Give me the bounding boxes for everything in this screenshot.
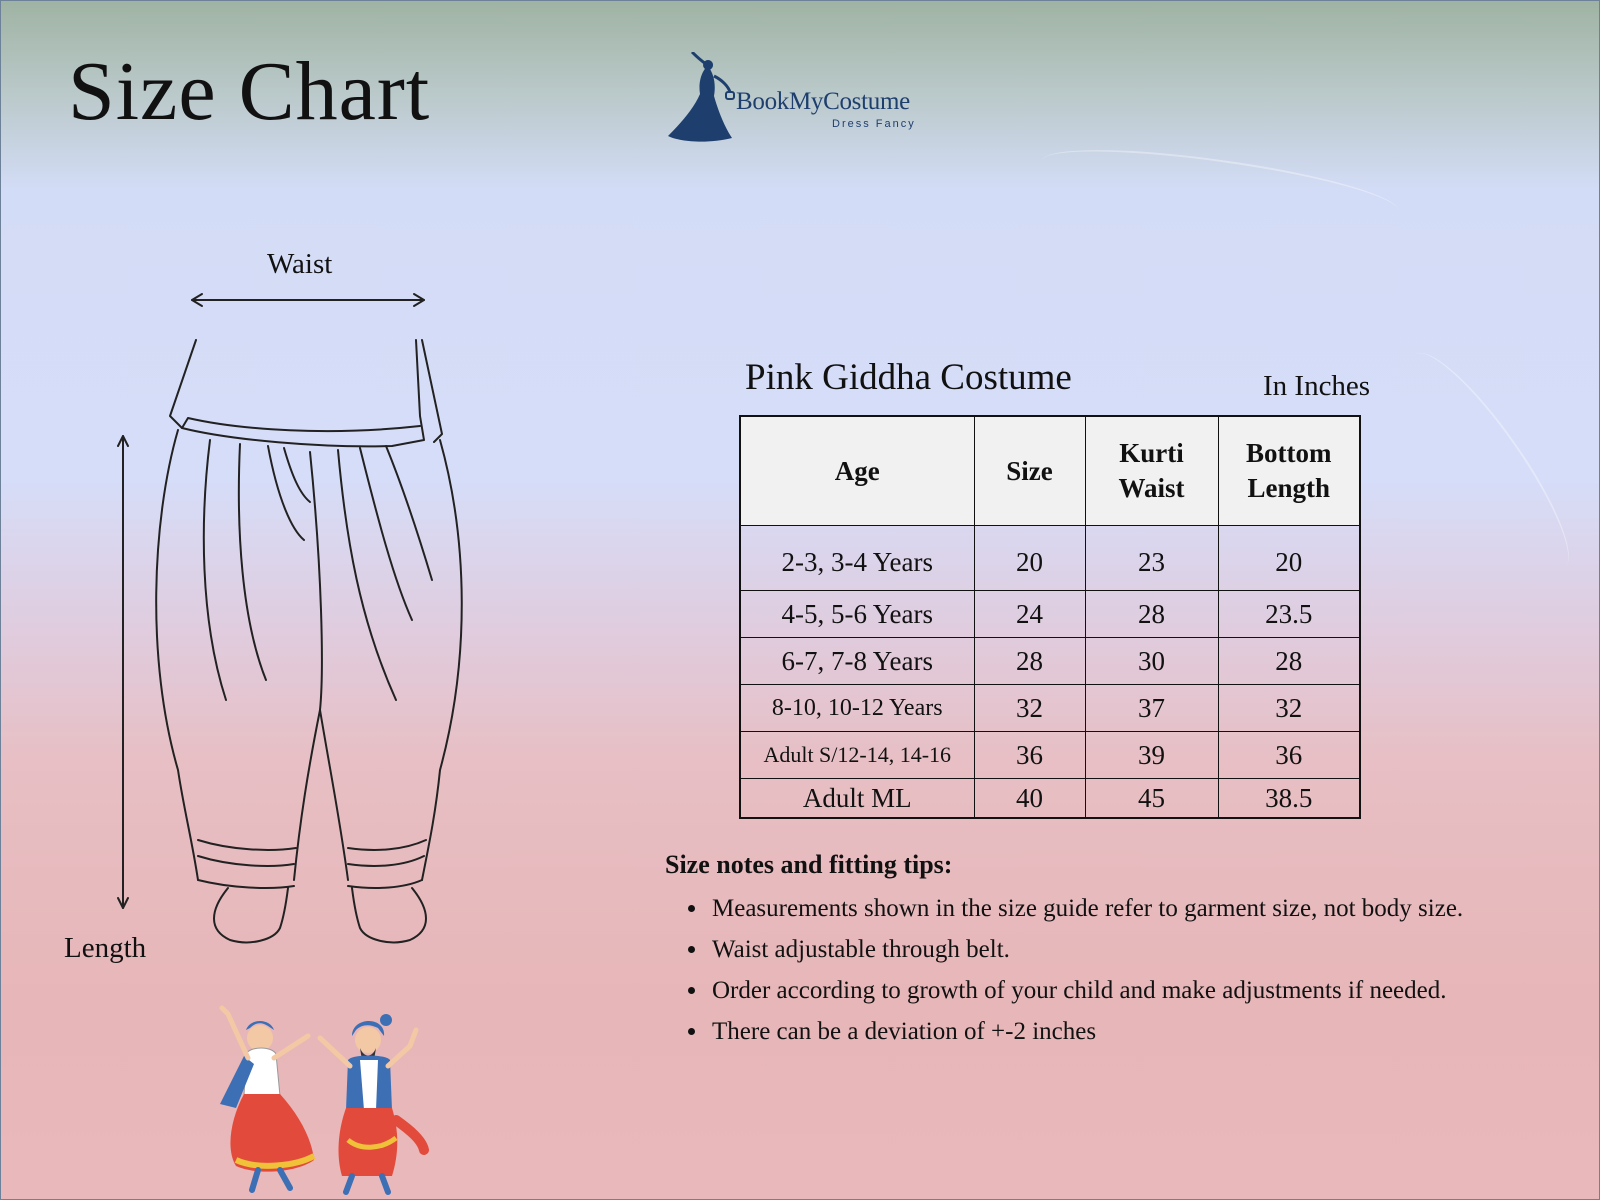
cell-bottom-length: 20	[1218, 526, 1360, 591]
header-size: Size	[974, 416, 1085, 526]
cell-age: 4-5, 5-6 Years	[740, 591, 974, 638]
cell-size: 20	[974, 526, 1085, 591]
cell-kurti-waist: 28	[1085, 591, 1218, 638]
cell-age: 2-3, 3-4 Years	[740, 526, 974, 591]
waist-label: Waist	[267, 248, 333, 280]
notes-title: Size notes and fitting tips:	[665, 850, 953, 879]
fitting-notes	[665, 850, 1585, 1052]
cell-bottom-length: 32	[1218, 685, 1360, 732]
cell-size: 24	[974, 591, 1085, 638]
table-row	[740, 779, 1360, 819]
cell-kurti-waist: 23	[1085, 526, 1218, 591]
table-row	[740, 638, 1360, 685]
cell-age: Adult ML	[740, 779, 974, 819]
length-label: Length	[64, 932, 147, 964]
table-title: Pink Giddha Costume	[745, 357, 1072, 398]
cell-age: Adult S/12-14, 14-16	[740, 732, 974, 779]
dancers-illustration	[210, 1000, 440, 1195]
brand-name: BookMyCostume	[736, 88, 910, 115]
table-row	[740, 685, 1360, 732]
salwar-pants-outline-icon	[60, 240, 500, 980]
background-streak	[1390, 337, 1590, 586]
cell-age: 8-10, 10-12 Years	[740, 685, 974, 732]
list-item: There can be a deviation of +-2 inches	[712, 1011, 1585, 1052]
cell-size: 28	[974, 638, 1085, 685]
cell-age: 6-7, 7-8 Years	[740, 638, 974, 685]
list-item: Waist adjustable through belt.	[712, 929, 1585, 970]
cell-size: 36	[974, 732, 1085, 779]
brand-logo	[668, 52, 938, 148]
cell-bottom-length: 36	[1218, 732, 1360, 779]
cell-kurti-waist: 39	[1085, 732, 1218, 779]
header-kurti-waist: Kurti Waist	[1085, 416, 1218, 526]
background-streak	[1038, 135, 1402, 237]
bhangra-dancers-illustration-icon	[210, 1000, 440, 1195]
table-row	[740, 591, 1360, 638]
table-row	[740, 526, 1360, 591]
cell-size: 32	[974, 685, 1085, 732]
cell-bottom-length: 23.5	[1218, 591, 1360, 638]
header-age: Age	[740, 416, 974, 526]
brand-tagline: Dress Fancy	[832, 118, 916, 130]
cell-bottom-length: 38.5	[1218, 779, 1360, 819]
cell-size: 40	[974, 779, 1085, 819]
table-header-row	[740, 416, 1360, 526]
cell-bottom-length: 28	[1218, 638, 1360, 685]
cell-kurti-waist: 37	[1085, 685, 1218, 732]
cell-kurti-waist: 45	[1085, 779, 1218, 819]
list-item: Order according to growth of your child and make adjustments if needed.	[712, 970, 1585, 1011]
garment-diagram	[60, 240, 500, 980]
list-item: Measurements shown in the size guide refer to garment size, not body size.	[712, 888, 1585, 929]
unit-note: In Inches	[1263, 370, 1371, 402]
size-table	[739, 415, 1361, 819]
header-bottom-length: Bottom Length	[1218, 416, 1360, 526]
page-title: Size Chart	[68, 45, 431, 138]
cell-kurti-waist: 30	[1085, 638, 1218, 685]
notes-list	[665, 888, 1585, 1052]
table-row	[740, 732, 1360, 779]
